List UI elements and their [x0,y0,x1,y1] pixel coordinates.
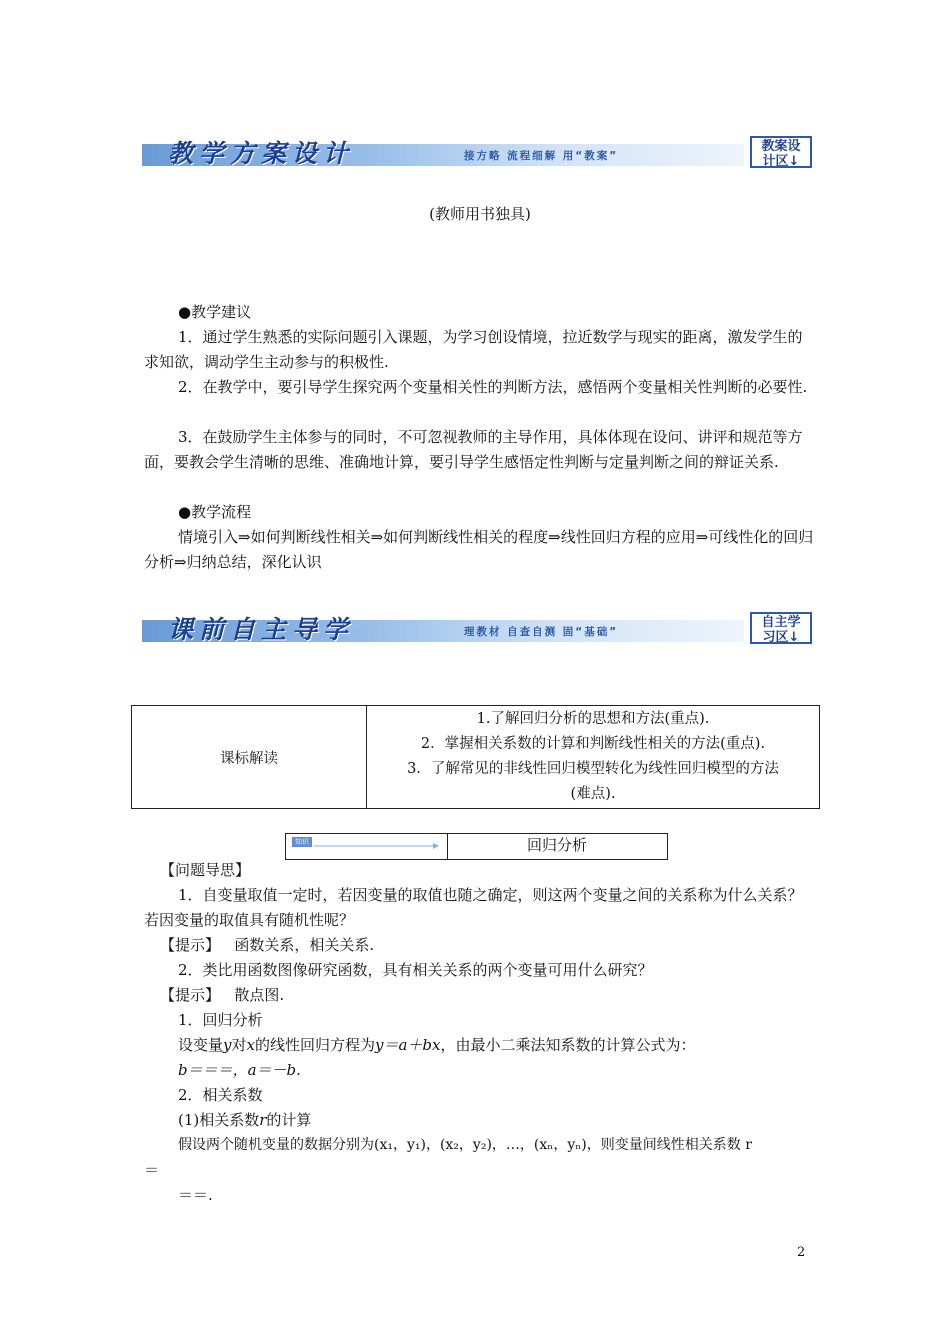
var-y: y [223,1036,232,1054]
arrow-right-icon: ▶ [433,841,440,850]
tag-line [314,845,434,847]
suggest-heading: ●教学建议 [178,303,252,321]
page-number: 2 [797,1245,806,1260]
subsection-heading [144,1108,816,1133]
standard-items [367,706,820,809]
banner-title: 教学方案设计 [168,139,355,168]
knowledge-tag: 知识 [292,837,312,847]
standard-label: 课标解读 [132,706,367,809]
section-1-text [144,1033,816,1058]
text-run: ，由最小二乘法知系数的计算公式为： [440,1036,696,1054]
question-2: 2．类比用函数图像研究函数，具有相关关系的两个变量可用什么研究？ [178,961,653,979]
standard-item-4: (难点). [570,786,616,802]
suggest-item-2: 2．在教学中，要引导学生探究两个变量相关性的判断方法，感悟两个变量相关性判断的必要性. [178,378,808,396]
hint-label: 【提示】 [160,936,221,954]
banner-subtitle: 理教材 自查自测 固“基础” [464,626,619,638]
suggest-item-1: 1．通过学生熟悉的实际问题引入课题，为学习创设情境，拉近数学与现实的距离，激发学生的求知欲，调动学生主动参与的积极性. [144,328,803,371]
equals-line-1: ＝ [144,1161,160,1179]
regression-equation: y＝a＋bx [375,1036,441,1054]
text-run: 的计算 [266,1111,312,1129]
text-run: 的线性回归方程为 [254,1036,375,1054]
flow-heading: ●教学流程 [178,503,252,521]
banner-badge [750,612,812,644]
banner-badge [750,136,812,168]
badge-line-1: 教案设 [761,139,801,154]
section-banner-self-study [142,612,814,646]
banner-title: 课前自主导学 [168,615,355,644]
hint-answer-2: 散点图. [234,986,285,1004]
question-1: 1．自变量取值一定时，若因变量的取值也随之确定，则这两个变量之间的关系称为什么关系？若因变量的取值具有随机性呢？ [144,886,803,929]
hint-2 [160,983,832,1008]
formula-a: a＝－b. [247,1061,301,1079]
suggest-item-3: 3．在鼓励学生主体参与的同时，不可忽视教师的主导作用，具体体现在设问、讲评和规范等方面，要教会学生清晰的思维、准确地计算，要引导学生感悟定性判断与定量判断之间的辩证关系. [144,428,803,471]
text-run: 设变量 [178,1036,224,1054]
knowledge-title: 回归分析 [526,836,587,854]
knowledge-tag-cell [286,834,448,859]
curriculum-standard-table [131,705,820,809]
badge-line-1: 自主学 [761,615,801,630]
hint-label: 【提示】 [160,986,221,1004]
section-1-heading: 1．回归分析 [178,1011,263,1029]
badge-line-2: 习区↓ [762,630,800,645]
teacher-note: (教师用书独具) [429,205,531,223]
standard-item-3: 3．了解常见的非线性回归模型转化为线性回归模型的方法 [407,761,779,777]
text-run: 对 [231,1036,247,1054]
section-banner-teaching-plan [142,136,814,170]
section-2-heading: 2．相关系数 [178,1086,263,1104]
section-2-text: 假设两个随机变量的数据分别为(x₁，y₁)，(x₂，y₂)，…，(xₙ，yₙ)，则变量间线性相关系数 r [178,1137,752,1153]
formula-b: b＝＝＝， [178,1061,248,1079]
hint-1 [160,933,832,958]
badge-line-2: 计区↓ [762,154,800,169]
var-x: x [246,1036,255,1054]
flow-text: 情境引入⇒如何判断线性相关⇒如何判断线性相关的程度⇒线性回归方程的应用⇒可线性化的回归分析⇒归纳总结，深化认识 [144,528,814,571]
hint-answer-1: 函数关系，相关关系. [234,936,375,954]
banner-subtitle: 接方略 流程细解 用“教案” [464,150,619,162]
standard-item-1: 1.了解回归分析的思想和方法(重点). [476,711,710,727]
knowledge-point-box [285,833,668,860]
equals-line-2: ＝＝. [178,1186,213,1204]
standard-item-2: 2．掌握相关系数的计算和判断线性相关的方法(重点). [420,736,766,752]
guide-heading: 【问题导思】 [160,861,251,879]
formula-line [144,1058,816,1083]
text-run: (1)相关系数 [178,1111,260,1129]
var-r: r [259,1111,267,1129]
